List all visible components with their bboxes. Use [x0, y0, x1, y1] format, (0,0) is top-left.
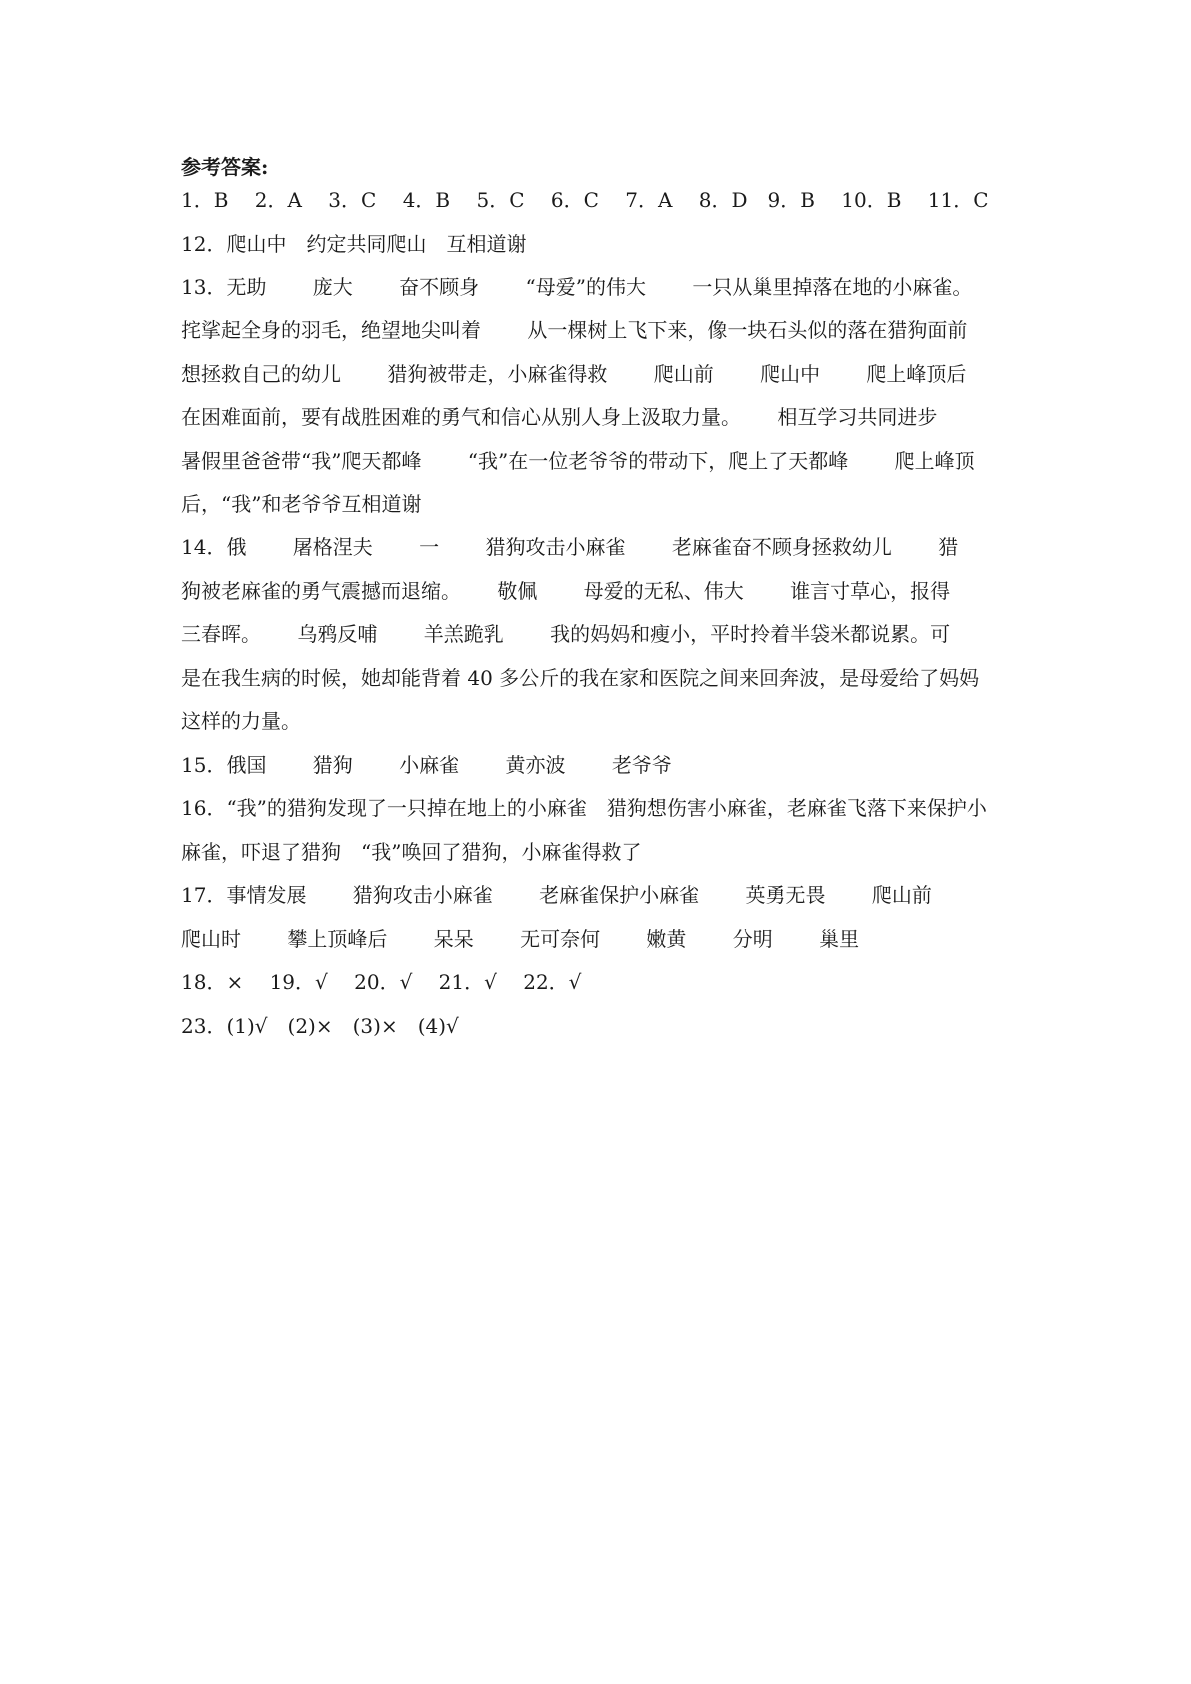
answer-line-12: 12．爬山中 约定共同爬山 互相道谢 — [181, 232, 527, 256]
answer-line-13-cont-5: 后，“我”和老爷爷互相道谢 — [181, 492, 422, 516]
answer-line-14: 14．俄 屠格涅夫 一 猎狗攻击小麻雀 老麻雀奋不顾身拯救幼儿 猎 — [181, 535, 959, 559]
answer-line-17: 17．事情发展 猎狗攻击小麻雀 老麻雀保护小麻雀 英勇无畏 爬山前 — [181, 883, 932, 907]
answer-line-18-22: 18．× 19．√ 20．√ 21．√ 22．√ — [181, 970, 582, 994]
answer-line-13-cont-4: 暑假里爸爸带“我”爬天都峰 “我”在一位老爷爷的带动下，爬上了天都峰 爬上峰顶 — [181, 449, 975, 473]
answer-line-13-cont-3: 在困难面前，要有战胜困难的勇气和信心从别人身上汲取力量。 相互学习共同进步 — [181, 405, 938, 429]
answer-line-16-cont: 麻雀，吓退了猎狗 “我”唤回了猎狗，小麻雀得救了 — [181, 840, 642, 864]
answer-line-17-cont: 爬山时 攀上顶峰后 呆呆 无可奈何 嫩黄 分明 巢里 — [181, 927, 860, 951]
answer-line-14-cont-2: 三春晖。 乌鸦反哺 羊羔跪乳 我的妈妈和瘦小，平时拎着半袋米都说累。可 — [181, 622, 951, 646]
answer-line-15: 15．俄国 猎狗 小麻雀 黄亦波 老爷爷 — [181, 753, 672, 777]
answer-line-13-cont-1: 挓挲起全身的羽毛，绝望地尖叫着 从一棵树上飞下来，像一块石头似的落在猎狗面前 — [181, 318, 968, 342]
answer-line-14-cont-3: 是在我生病的时候，她却能背着 40 多公斤的我在家和医院之间来回奔波，是母爱给了妈妈 — [181, 666, 980, 690]
answer-line-14-cont-1: 狗被老麻雀的勇气震撼而退缩。 敬佩 母爱的无私、伟大 谁言寸草心，报得 — [181, 579, 951, 603]
answer-key-title: 参考答案: — [181, 155, 269, 179]
answer-line-16: 16．“我”的猎狗发现了一只掉在地上的小麻雀 猎狗想伤害小麻雀，老麻雀飞落下来保护小 — [181, 796, 987, 820]
answer-line-1-11: 1．B 2．A 3．C 4．B 5．C 6．C 7．A 8．D 9．B 10．B 11．C — [181, 188, 989, 212]
answer-line-13-cont-2: 想拯救自己的幼儿 猎狗被带走，小麻雀得救 爬山前 爬山中 爬上峰顶后 — [181, 362, 967, 386]
answer-line-13: 13．无助 庞大 奋不顾身 “母爱”的伟大 一只从巢里掉落在地的小麻雀。 — [181, 275, 973, 299]
answer-line-14-cont-4: 这样的力量。 — [181, 709, 301, 733]
answer-line-23: 23．(1)√ (2)× (3)× (4)√ — [181, 1014, 459, 1038]
